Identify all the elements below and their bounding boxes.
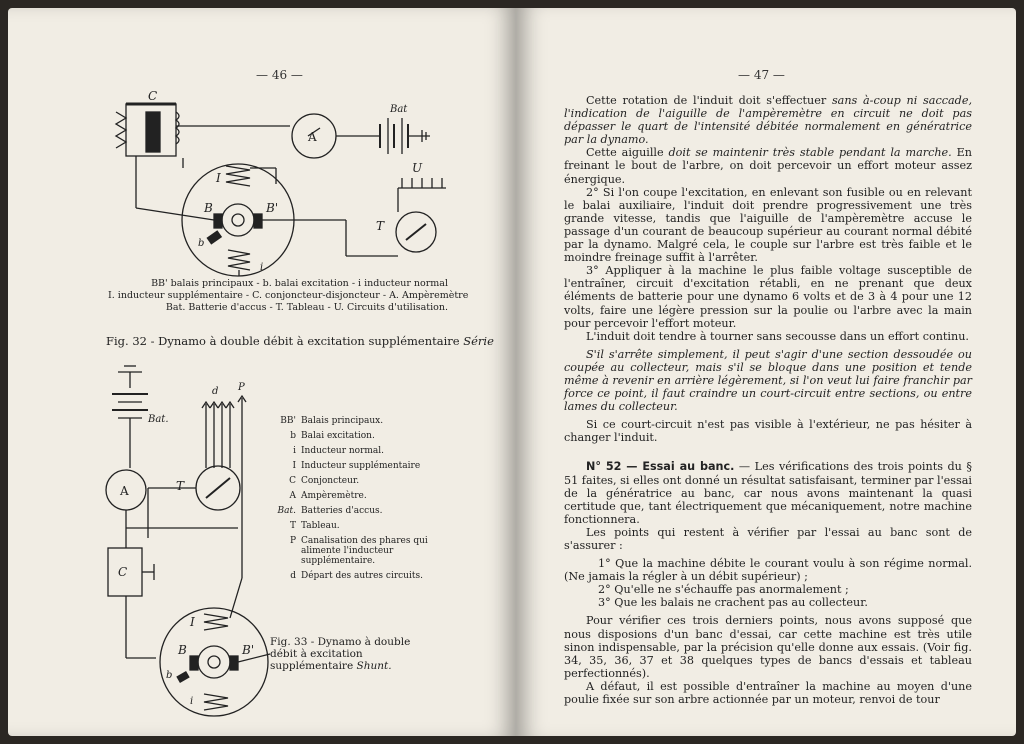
fig33-label-Bp: B': [242, 643, 255, 657]
paragraph: [564, 146, 972, 185]
book-spread: [8, 8, 1016, 736]
fig33-label-B: B: [178, 643, 187, 657]
fig33-label-A: A: [120, 484, 129, 498]
fig32-label-I: I: [216, 171, 221, 185]
fig32-caption-italic: Série: [463, 334, 494, 348]
legend-row: [270, 461, 440, 471]
legend-row: [270, 431, 440, 441]
fig32-label-U: U: [412, 161, 423, 175]
legend-text: Tableau.: [301, 521, 340, 531]
text-run-italic: sans à-coup ni saccade, l'indication de l'aiguille de l'ampèremètre en circuit ne doit pas dépasser le quart de l'intensité débitée normalement en génératrice par la dynamo.: [564, 94, 972, 147]
legend-text: Balai excitation.: [301, 431, 375, 441]
fig32-label-b: b: [198, 238, 205, 249]
figure-33-diagram: [8, 358, 278, 728]
legend-key: Bat.: [277, 506, 296, 516]
fig33-label-Bat: Bat.: [148, 414, 169, 425]
section-heading: N° 52 — Essai au banc.: [586, 460, 735, 474]
fig32-legend-line: BB' balais principaux - b. balai excitation - i inducteur normal: [151, 278, 448, 289]
paragraph: A défaut, il est possible d'entraîner la machine au moyen d'une poulie fixée sur son arbre actionnée par un moteur, renvoi de tour: [564, 679, 972, 707]
text-run: Cette aiguille: [586, 146, 669, 160]
legend-key: d: [290, 571, 296, 581]
paragraph: Les points qui restent à vérifier par l'essai au banc sont de s'assurer :: [564, 525, 972, 552]
paragraph: Si ce court-circuit n'est pas visible à l'extérieur, ne pas hésiter à changer l'induit.: [564, 418, 972, 445]
text-run: En freinant le bout de l'arbre, on doit percevoir un effort moteur assez énergique.: [564, 146, 972, 186]
fig33-caption-text: Fig. 33 - Dynamo à double débit à excitation supplémentaire: [270, 636, 411, 672]
fig33-label-i: i: [190, 696, 194, 707]
legend-key: BB': [280, 416, 296, 426]
legend-key: A: [289, 491, 296, 501]
fig32-legend-line: Bat. Batterie d'accus - T. Tableau - U. Circuits d'utilisation.: [165, 302, 448, 313]
fig33-label-P: P: [238, 382, 245, 393]
legend-key: C: [289, 476, 296, 486]
fig32-label-T: T: [376, 219, 385, 233]
legend-row: [270, 506, 440, 516]
legend-key: P: [289, 536, 296, 546]
legend-row: [270, 521, 440, 531]
list-item: 1° Que la machine débite le courant voulu à son régime normal. (Ne jamais la régler à un débit supérieur) ;: [564, 557, 972, 584]
legend-key: T: [289, 521, 296, 531]
figure-32-legend: [108, 278, 469, 314]
paragraph: [564, 94, 972, 146]
list-item: 3° Que les balais ne crachent pas au collecteur.: [598, 596, 868, 610]
text-run: — Les vérifications des trois points du § 51 faites, si elles ont donné un résultat satisfaisant, terminer par l'essai de la génératrice au banc, car nous avons maintenant la quasi certitude que, tant électriquement que mécaniquement, notre machine fonctionnera.: [564, 460, 972, 526]
legend-row: [270, 416, 440, 426]
paragraph: 3° Appliquer à la machine le plus faible voltage susceptible de l'entraîner, circuit d'excitation rétabli, en ne prenant que deux éléments de batterie pour une dynamo 6 volts et de 3 à 4 pour une 12 volts, faire une légère pression sur la poulie ou l'arbre avec la main pour percevoir l'effort moteur.: [564, 264, 972, 330]
paragraph: Pour vérifier ces trois derniers points, nous avons supposé que nous disposions d'un banc d'essai, car cette machine est très utile sinon indispensable, par la précision qu'elle donne aux essais. (Voir fig. 34, 35, 36, 37 et 38 quelques types de bancs d'essais et tableau perfectionnés).: [564, 614, 972, 680]
list-item: 2° Qu'elle ne s'échauffe pas anormalement ;: [598, 583, 849, 597]
fig33-label-T: T: [176, 479, 185, 493]
section-paragraph: [564, 460, 972, 525]
legend-key: b: [290, 431, 296, 441]
fig32-label-B: B: [204, 201, 213, 215]
legend-text: Inducteur normal.: [301, 446, 385, 456]
figure-32-caption: [106, 334, 494, 348]
legend-key: i: [293, 446, 296, 456]
figure-33-caption: [270, 636, 440, 672]
fig32-label-C: C: [148, 89, 158, 103]
fig33-label-I: I: [190, 615, 195, 629]
fig32-label-Bat: Bat: [390, 104, 408, 115]
legend-text: Balais principaux.: [301, 416, 384, 426]
fig32-legend-line: I. inducteur supplémentaire - C. conjoncteur-disjoncteur - A. Ampèremètre: [108, 290, 469, 301]
fig32-label-Bp: B': [266, 201, 279, 215]
legend-row: [270, 571, 440, 581]
paragraph-italic: [564, 348, 972, 413]
legend-text: Canalisation des phares qui alimente l'inducteur supplémentaire.: [301, 536, 428, 566]
legend-text: Conjoncteur.: [301, 476, 360, 486]
legend-key: I: [292, 461, 296, 471]
body-text: [564, 94, 972, 706]
text-run: Cette rotation de l'induit doit s'effectuer: [586, 94, 832, 107]
legend-row: [270, 536, 440, 566]
paragraph: 2° Si l'on coupe l'excitation, en enlevant son fusible ou en relevant le balai auxiliaire, l'induit doit prendre progressivement une très grande vitesse, tandis que l'aiguille de l'ampèremètre accuse le passage d'un courant de beaucoup supérieur au courant normal débité par la dynamo. Malgré cela, le couple sur l'arbre est très faible et le moindre freinage suffit à l'arrêter.: [564, 185, 972, 265]
fig32-label-A: A: [308, 130, 317, 144]
right-page: [516, 8, 1016, 736]
figure-32-diagram: [8, 8, 516, 278]
fig33-label-b: b: [166, 670, 173, 681]
legend-text: Ampèremètre.: [301, 491, 367, 501]
legend-text: Inducteur supplémentaire: [301, 461, 421, 471]
fig32-caption-text: Fig. 32 - Dynamo à double débit à excitation supplémentaire: [106, 334, 464, 348]
text-run-italic: S'il s'arrête simplement, il peut s'agir d'une section dessoudée ou coupée au collecteur, mais s'il se bloque dans une position et tende même à revenir en arrière légèrement, si l'on veut lui faire franchir par force ce point, il faut craindre un court-circuit entre sections, ou entre lames du collecteur.: [564, 347, 972, 414]
fig33-label-d: d: [212, 386, 219, 397]
paragraph: L'induit doit tendre à tourner sans secousse dans un effort continu.: [586, 329, 969, 343]
legend-row: [270, 446, 440, 456]
figure-33-legend: [270, 416, 440, 586]
legend-row: [270, 491, 440, 501]
left-page: [8, 8, 516, 736]
fig33-caption-italic: Shunt.: [356, 660, 392, 672]
page-number-right: — 47 —: [738, 68, 785, 82]
fig32-label-i: i: [260, 262, 264, 273]
legend-text: Départ des autres circuits.: [301, 571, 423, 581]
legend-text: Batteries d'accus.: [301, 506, 383, 516]
legend-row: [270, 476, 440, 486]
page-number-left: — 46 —: [256, 68, 303, 82]
text-run-italic: doit se maintenir très stable pendant la marche.: [668, 146, 952, 160]
fig33-label-C: C: [118, 565, 128, 579]
